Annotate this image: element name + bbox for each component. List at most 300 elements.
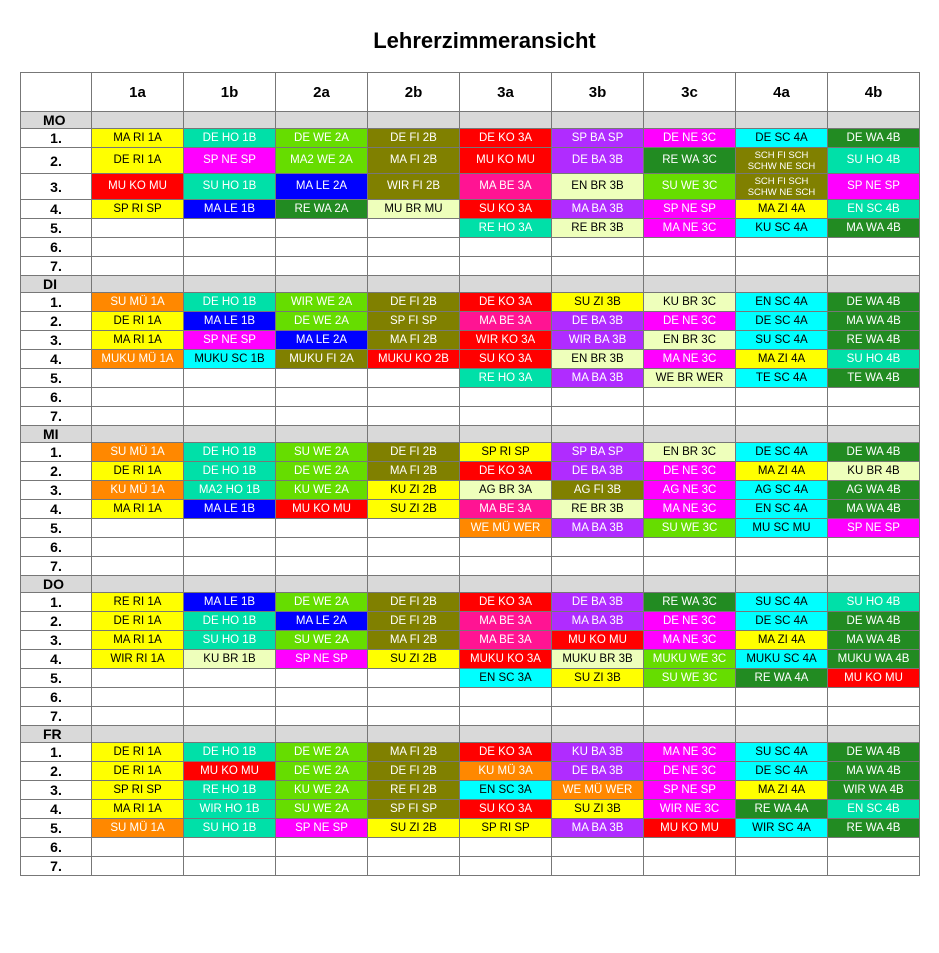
lesson-cell[interactable] <box>92 407 184 426</box>
lesson-cell[interactable] <box>92 519 184 538</box>
lesson-cell[interactable] <box>736 257 828 276</box>
lesson-cell[interactable] <box>184 838 276 857</box>
lesson-cell[interactable] <box>276 350 368 369</box>
lesson-cell[interactable] <box>368 593 460 612</box>
lesson-cell[interactable] <box>460 200 552 219</box>
lesson-cell[interactable] <box>552 781 644 800</box>
lesson-cell[interactable] <box>276 650 368 669</box>
lesson-cell[interactable] <box>92 331 184 350</box>
lesson-cell[interactable] <box>552 293 644 312</box>
lesson-cell[interactable] <box>368 174 460 200</box>
lesson-cell[interactable] <box>368 538 460 557</box>
lesson-cell[interactable] <box>828 743 920 762</box>
lesson-cell[interactable] <box>460 650 552 669</box>
lesson-cell[interactable] <box>644 688 736 707</box>
lesson-cell[interactable] <box>736 174 828 200</box>
lesson-cell[interactable] <box>276 538 368 557</box>
lesson-cell[interactable] <box>276 557 368 576</box>
lesson-cell[interactable] <box>184 669 276 688</box>
lesson-cell[interactable] <box>368 219 460 238</box>
lesson-cell[interactable] <box>552 331 644 350</box>
lesson-cell[interactable] <box>736 800 828 819</box>
lesson-cell[interactable] <box>460 219 552 238</box>
lesson-cell[interactable] <box>368 819 460 838</box>
lesson-cell[interactable] <box>368 838 460 857</box>
lesson-cell[interactable] <box>92 481 184 500</box>
lesson-cell[interactable] <box>92 538 184 557</box>
lesson-cell[interactable] <box>736 407 828 426</box>
lesson-cell[interactable] <box>644 219 736 238</box>
lesson-cell[interactable] <box>552 481 644 500</box>
lesson-cell[interactable] <box>460 174 552 200</box>
lesson-cell[interactable] <box>736 612 828 631</box>
lesson-cell[interactable] <box>92 688 184 707</box>
lesson-cell[interactable] <box>644 631 736 650</box>
lesson-cell[interactable] <box>92 669 184 688</box>
lesson-cell[interactable] <box>828 443 920 462</box>
lesson-cell[interactable] <box>736 500 828 519</box>
lesson-cell[interactable] <box>736 200 828 219</box>
lesson-cell[interactable] <box>552 388 644 407</box>
lesson-cell[interactable] <box>276 519 368 538</box>
lesson-cell[interactable] <box>368 650 460 669</box>
lesson-cell[interactable] <box>736 238 828 257</box>
lesson-cell[interactable] <box>368 462 460 481</box>
lesson-cell[interactable] <box>184 819 276 838</box>
lesson-cell[interactable] <box>828 369 920 388</box>
lesson-cell[interactable] <box>552 557 644 576</box>
lesson-cell[interactable] <box>736 557 828 576</box>
lesson-cell[interactable] <box>644 443 736 462</box>
lesson-cell[interactable] <box>644 293 736 312</box>
lesson-cell[interactable] <box>276 800 368 819</box>
lesson-cell[interactable] <box>460 443 552 462</box>
lesson-cell[interactable] <box>552 219 644 238</box>
lesson-cell[interactable] <box>460 669 552 688</box>
lesson-cell[interactable] <box>92 800 184 819</box>
lesson-cell[interactable] <box>736 443 828 462</box>
lesson-cell[interactable] <box>644 331 736 350</box>
lesson-cell[interactable] <box>368 443 460 462</box>
lesson-cell[interactable] <box>736 707 828 726</box>
lesson-cell[interactable] <box>460 331 552 350</box>
lesson-cell[interactable] <box>184 800 276 819</box>
lesson-cell[interactable] <box>828 819 920 838</box>
lesson-cell[interactable] <box>184 462 276 481</box>
lesson-cell[interactable] <box>276 219 368 238</box>
lesson-cell[interactable] <box>552 369 644 388</box>
lesson-cell[interactable] <box>184 500 276 519</box>
lesson-cell[interactable] <box>92 838 184 857</box>
lesson-cell[interactable] <box>828 800 920 819</box>
lesson-cell[interactable] <box>184 350 276 369</box>
lesson-cell[interactable] <box>828 593 920 612</box>
lesson-cell[interactable] <box>828 631 920 650</box>
lesson-cell[interactable] <box>184 762 276 781</box>
lesson-cell[interactable] <box>552 631 644 650</box>
lesson-cell[interactable] <box>184 519 276 538</box>
lesson-cell[interactable] <box>736 819 828 838</box>
lesson-cell[interactable] <box>552 688 644 707</box>
lesson-cell[interactable] <box>276 293 368 312</box>
lesson-cell[interactable] <box>92 257 184 276</box>
lesson-cell[interactable] <box>460 819 552 838</box>
lesson-cell[interactable] <box>184 557 276 576</box>
lesson-cell[interactable] <box>644 800 736 819</box>
lesson-cell[interactable] <box>276 781 368 800</box>
lesson-cell[interactable] <box>276 238 368 257</box>
lesson-cell[interactable] <box>184 650 276 669</box>
lesson-cell[interactable] <box>276 200 368 219</box>
lesson-cell[interactable] <box>368 707 460 726</box>
lesson-cell[interactable] <box>644 174 736 200</box>
lesson-cell[interactable] <box>736 538 828 557</box>
lesson-cell[interactable] <box>276 174 368 200</box>
lesson-cell[interactable] <box>552 593 644 612</box>
lesson-cell[interactable] <box>368 129 460 148</box>
lesson-cell[interactable] <box>92 148 184 174</box>
lesson-cell[interactable] <box>828 388 920 407</box>
lesson-cell[interactable] <box>460 350 552 369</box>
lesson-cell[interactable] <box>184 293 276 312</box>
lesson-cell[interactable] <box>828 669 920 688</box>
lesson-cell[interactable] <box>552 743 644 762</box>
lesson-cell[interactable] <box>828 557 920 576</box>
lesson-cell[interactable] <box>460 631 552 650</box>
lesson-cell[interactable] <box>644 612 736 631</box>
lesson-cell[interactable] <box>552 538 644 557</box>
lesson-cell[interactable] <box>552 612 644 631</box>
lesson-cell[interactable] <box>552 238 644 257</box>
lesson-cell[interactable] <box>92 631 184 650</box>
lesson-cell[interactable] <box>736 857 828 876</box>
lesson-cell[interactable] <box>368 148 460 174</box>
lesson-cell[interactable] <box>644 650 736 669</box>
lesson-cell[interactable] <box>92 350 184 369</box>
lesson-cell[interactable] <box>644 257 736 276</box>
lesson-cell[interactable] <box>828 129 920 148</box>
lesson-cell[interactable] <box>644 369 736 388</box>
lesson-cell[interactable] <box>460 857 552 876</box>
lesson-cell[interactable] <box>184 481 276 500</box>
lesson-cell[interactable] <box>644 500 736 519</box>
lesson-cell[interactable] <box>92 369 184 388</box>
lesson-cell[interactable] <box>184 257 276 276</box>
lesson-cell[interactable] <box>184 593 276 612</box>
lesson-cell[interactable] <box>736 129 828 148</box>
lesson-cell[interactable] <box>368 688 460 707</box>
lesson-cell[interactable] <box>92 219 184 238</box>
lesson-cell[interactable] <box>644 762 736 781</box>
lesson-cell[interactable] <box>184 388 276 407</box>
lesson-cell[interactable] <box>736 781 828 800</box>
lesson-cell[interactable] <box>828 238 920 257</box>
lesson-cell[interactable] <box>460 538 552 557</box>
lesson-cell[interactable] <box>276 762 368 781</box>
lesson-cell[interactable] <box>184 443 276 462</box>
lesson-cell[interactable] <box>92 388 184 407</box>
lesson-cell[interactable] <box>736 350 828 369</box>
lesson-cell[interactable] <box>552 857 644 876</box>
lesson-cell[interactable] <box>644 781 736 800</box>
lesson-cell[interactable] <box>368 293 460 312</box>
lesson-cell[interactable] <box>92 557 184 576</box>
lesson-cell[interactable] <box>552 500 644 519</box>
lesson-cell[interactable] <box>368 762 460 781</box>
lesson-cell[interactable] <box>276 369 368 388</box>
lesson-cell[interactable] <box>276 688 368 707</box>
lesson-cell[interactable] <box>276 707 368 726</box>
lesson-cell[interactable] <box>92 443 184 462</box>
lesson-cell[interactable] <box>92 462 184 481</box>
lesson-cell[interactable] <box>92 857 184 876</box>
lesson-cell[interactable] <box>644 838 736 857</box>
lesson-cell[interactable] <box>736 743 828 762</box>
lesson-cell[interactable] <box>184 219 276 238</box>
lesson-cell[interactable] <box>92 312 184 331</box>
lesson-cell[interactable] <box>736 148 828 174</box>
lesson-cell[interactable] <box>276 819 368 838</box>
lesson-cell[interactable] <box>644 857 736 876</box>
lesson-cell[interactable] <box>460 407 552 426</box>
lesson-cell[interactable] <box>368 800 460 819</box>
lesson-cell[interactable] <box>460 500 552 519</box>
lesson-cell[interactable] <box>736 293 828 312</box>
lesson-cell[interactable] <box>552 707 644 726</box>
lesson-cell[interactable] <box>92 174 184 200</box>
lesson-cell[interactable] <box>276 593 368 612</box>
lesson-cell[interactable] <box>460 557 552 576</box>
lesson-cell[interactable] <box>276 148 368 174</box>
lesson-cell[interactable] <box>552 350 644 369</box>
lesson-cell[interactable] <box>736 331 828 350</box>
lesson-cell[interactable] <box>368 257 460 276</box>
lesson-cell[interactable] <box>644 148 736 174</box>
lesson-cell[interactable] <box>644 462 736 481</box>
lesson-cell[interactable] <box>736 312 828 331</box>
lesson-cell[interactable] <box>552 200 644 219</box>
lesson-cell[interactable] <box>828 200 920 219</box>
lesson-cell[interactable] <box>368 481 460 500</box>
lesson-cell[interactable] <box>460 612 552 631</box>
lesson-cell[interactable] <box>368 631 460 650</box>
lesson-cell[interactable] <box>552 650 644 669</box>
lesson-cell[interactable] <box>828 481 920 500</box>
lesson-cell[interactable] <box>460 519 552 538</box>
lesson-cell[interactable] <box>276 612 368 631</box>
lesson-cell[interactable] <box>460 148 552 174</box>
lesson-cell[interactable] <box>828 781 920 800</box>
lesson-cell[interactable] <box>552 819 644 838</box>
lesson-cell[interactable] <box>92 819 184 838</box>
lesson-cell[interactable] <box>368 238 460 257</box>
lesson-cell[interactable] <box>276 331 368 350</box>
lesson-cell[interactable] <box>828 762 920 781</box>
lesson-cell[interactable] <box>92 781 184 800</box>
lesson-cell[interactable] <box>552 443 644 462</box>
lesson-cell[interactable] <box>184 238 276 257</box>
lesson-cell[interactable] <box>460 838 552 857</box>
lesson-cell[interactable] <box>184 631 276 650</box>
lesson-cell[interactable] <box>92 593 184 612</box>
lesson-cell[interactable] <box>460 707 552 726</box>
lesson-cell[interactable] <box>736 593 828 612</box>
lesson-cell[interactable] <box>552 519 644 538</box>
lesson-cell[interactable] <box>184 174 276 200</box>
lesson-cell[interactable] <box>736 519 828 538</box>
lesson-cell[interactable] <box>276 631 368 650</box>
lesson-cell[interactable] <box>460 257 552 276</box>
lesson-cell[interactable] <box>184 538 276 557</box>
lesson-cell[interactable] <box>460 129 552 148</box>
lesson-cell[interactable] <box>368 312 460 331</box>
lesson-cell[interactable] <box>644 407 736 426</box>
lesson-cell[interactable] <box>552 800 644 819</box>
lesson-cell[interactable] <box>736 631 828 650</box>
lesson-cell[interactable] <box>92 129 184 148</box>
lesson-cell[interactable] <box>644 388 736 407</box>
lesson-cell[interactable] <box>828 707 920 726</box>
lesson-cell[interactable] <box>552 838 644 857</box>
lesson-cell[interactable] <box>644 200 736 219</box>
lesson-cell[interactable] <box>552 462 644 481</box>
lesson-cell[interactable] <box>184 612 276 631</box>
lesson-cell[interactable] <box>460 312 552 331</box>
lesson-cell[interactable] <box>276 388 368 407</box>
lesson-cell[interactable] <box>368 857 460 876</box>
lesson-cell[interactable] <box>828 650 920 669</box>
lesson-cell[interactable] <box>644 819 736 838</box>
lesson-cell[interactable] <box>368 557 460 576</box>
lesson-cell[interactable] <box>736 388 828 407</box>
lesson-cell[interactable] <box>276 462 368 481</box>
lesson-cell[interactable] <box>736 688 828 707</box>
lesson-cell[interactable] <box>644 481 736 500</box>
lesson-cell[interactable] <box>644 538 736 557</box>
lesson-cell[interactable] <box>184 407 276 426</box>
lesson-cell[interactable] <box>92 500 184 519</box>
lesson-cell[interactable] <box>276 857 368 876</box>
lesson-cell[interactable] <box>368 500 460 519</box>
lesson-cell[interactable] <box>828 219 920 238</box>
lesson-cell[interactable] <box>184 148 276 174</box>
lesson-cell[interactable] <box>184 781 276 800</box>
lesson-cell[interactable] <box>184 707 276 726</box>
lesson-cell[interactable] <box>368 519 460 538</box>
lesson-cell[interactable] <box>276 838 368 857</box>
lesson-cell[interactable] <box>92 707 184 726</box>
lesson-cell[interactable] <box>276 312 368 331</box>
lesson-cell[interactable] <box>644 669 736 688</box>
lesson-cell[interactable] <box>368 200 460 219</box>
lesson-cell[interactable] <box>368 407 460 426</box>
lesson-cell[interactable] <box>184 331 276 350</box>
lesson-cell[interactable] <box>460 762 552 781</box>
lesson-cell[interactable] <box>368 669 460 688</box>
lesson-cell[interactable] <box>184 688 276 707</box>
lesson-cell[interactable] <box>276 407 368 426</box>
lesson-cell[interactable] <box>828 462 920 481</box>
lesson-cell[interactable] <box>276 743 368 762</box>
lesson-cell[interactable] <box>736 219 828 238</box>
lesson-cell[interactable] <box>644 312 736 331</box>
lesson-cell[interactable] <box>276 669 368 688</box>
lesson-cell[interactable] <box>828 350 920 369</box>
lesson-cell[interactable] <box>92 762 184 781</box>
lesson-cell[interactable] <box>828 257 920 276</box>
lesson-cell[interactable] <box>736 762 828 781</box>
lesson-cell[interactable] <box>184 857 276 876</box>
lesson-cell[interactable] <box>644 350 736 369</box>
lesson-cell[interactable] <box>644 519 736 538</box>
lesson-cell[interactable] <box>736 838 828 857</box>
lesson-cell[interactable] <box>552 257 644 276</box>
lesson-cell[interactable] <box>552 174 644 200</box>
lesson-cell[interactable] <box>460 743 552 762</box>
lesson-cell[interactable] <box>92 293 184 312</box>
lesson-cell[interactable] <box>368 350 460 369</box>
lesson-cell[interactable] <box>828 519 920 538</box>
lesson-cell[interactable] <box>552 148 644 174</box>
lesson-cell[interactable] <box>828 407 920 426</box>
lesson-cell[interactable] <box>184 369 276 388</box>
lesson-cell[interactable] <box>828 293 920 312</box>
lesson-cell[interactable] <box>184 129 276 148</box>
lesson-cell[interactable] <box>92 650 184 669</box>
lesson-cell[interactable] <box>92 238 184 257</box>
lesson-cell[interactable] <box>368 743 460 762</box>
lesson-cell[interactable] <box>460 293 552 312</box>
lesson-cell[interactable] <box>644 238 736 257</box>
lesson-cell[interactable] <box>736 481 828 500</box>
lesson-cell[interactable] <box>368 612 460 631</box>
lesson-cell[interactable] <box>460 462 552 481</box>
lesson-cell[interactable] <box>736 669 828 688</box>
lesson-cell[interactable] <box>552 129 644 148</box>
lesson-cell[interactable] <box>368 369 460 388</box>
lesson-cell[interactable] <box>828 857 920 876</box>
lesson-cell[interactable] <box>184 200 276 219</box>
lesson-cell[interactable] <box>552 407 644 426</box>
lesson-cell[interactable] <box>276 257 368 276</box>
lesson-cell[interactable] <box>828 331 920 350</box>
lesson-cell[interactable] <box>460 481 552 500</box>
lesson-cell[interactable] <box>828 688 920 707</box>
lesson-cell[interactable] <box>644 707 736 726</box>
lesson-cell[interactable] <box>552 312 644 331</box>
lesson-cell[interactable] <box>184 312 276 331</box>
lesson-cell[interactable] <box>736 650 828 669</box>
lesson-cell[interactable] <box>828 838 920 857</box>
lesson-cell[interactable] <box>828 148 920 174</box>
lesson-cell[interactable] <box>460 369 552 388</box>
lesson-cell[interactable] <box>368 781 460 800</box>
lesson-cell[interactable] <box>276 481 368 500</box>
lesson-cell[interactable] <box>276 443 368 462</box>
lesson-cell[interactable] <box>276 500 368 519</box>
lesson-cell[interactable] <box>460 781 552 800</box>
lesson-cell[interactable] <box>644 593 736 612</box>
lesson-cell[interactable] <box>460 593 552 612</box>
lesson-cell[interactable] <box>552 762 644 781</box>
lesson-cell[interactable] <box>92 612 184 631</box>
lesson-cell[interactable] <box>460 388 552 407</box>
lesson-cell[interactable] <box>276 129 368 148</box>
lesson-cell[interactable] <box>828 612 920 631</box>
lesson-cell[interactable] <box>644 557 736 576</box>
lesson-cell[interactable] <box>92 743 184 762</box>
lesson-cell[interactable] <box>828 538 920 557</box>
